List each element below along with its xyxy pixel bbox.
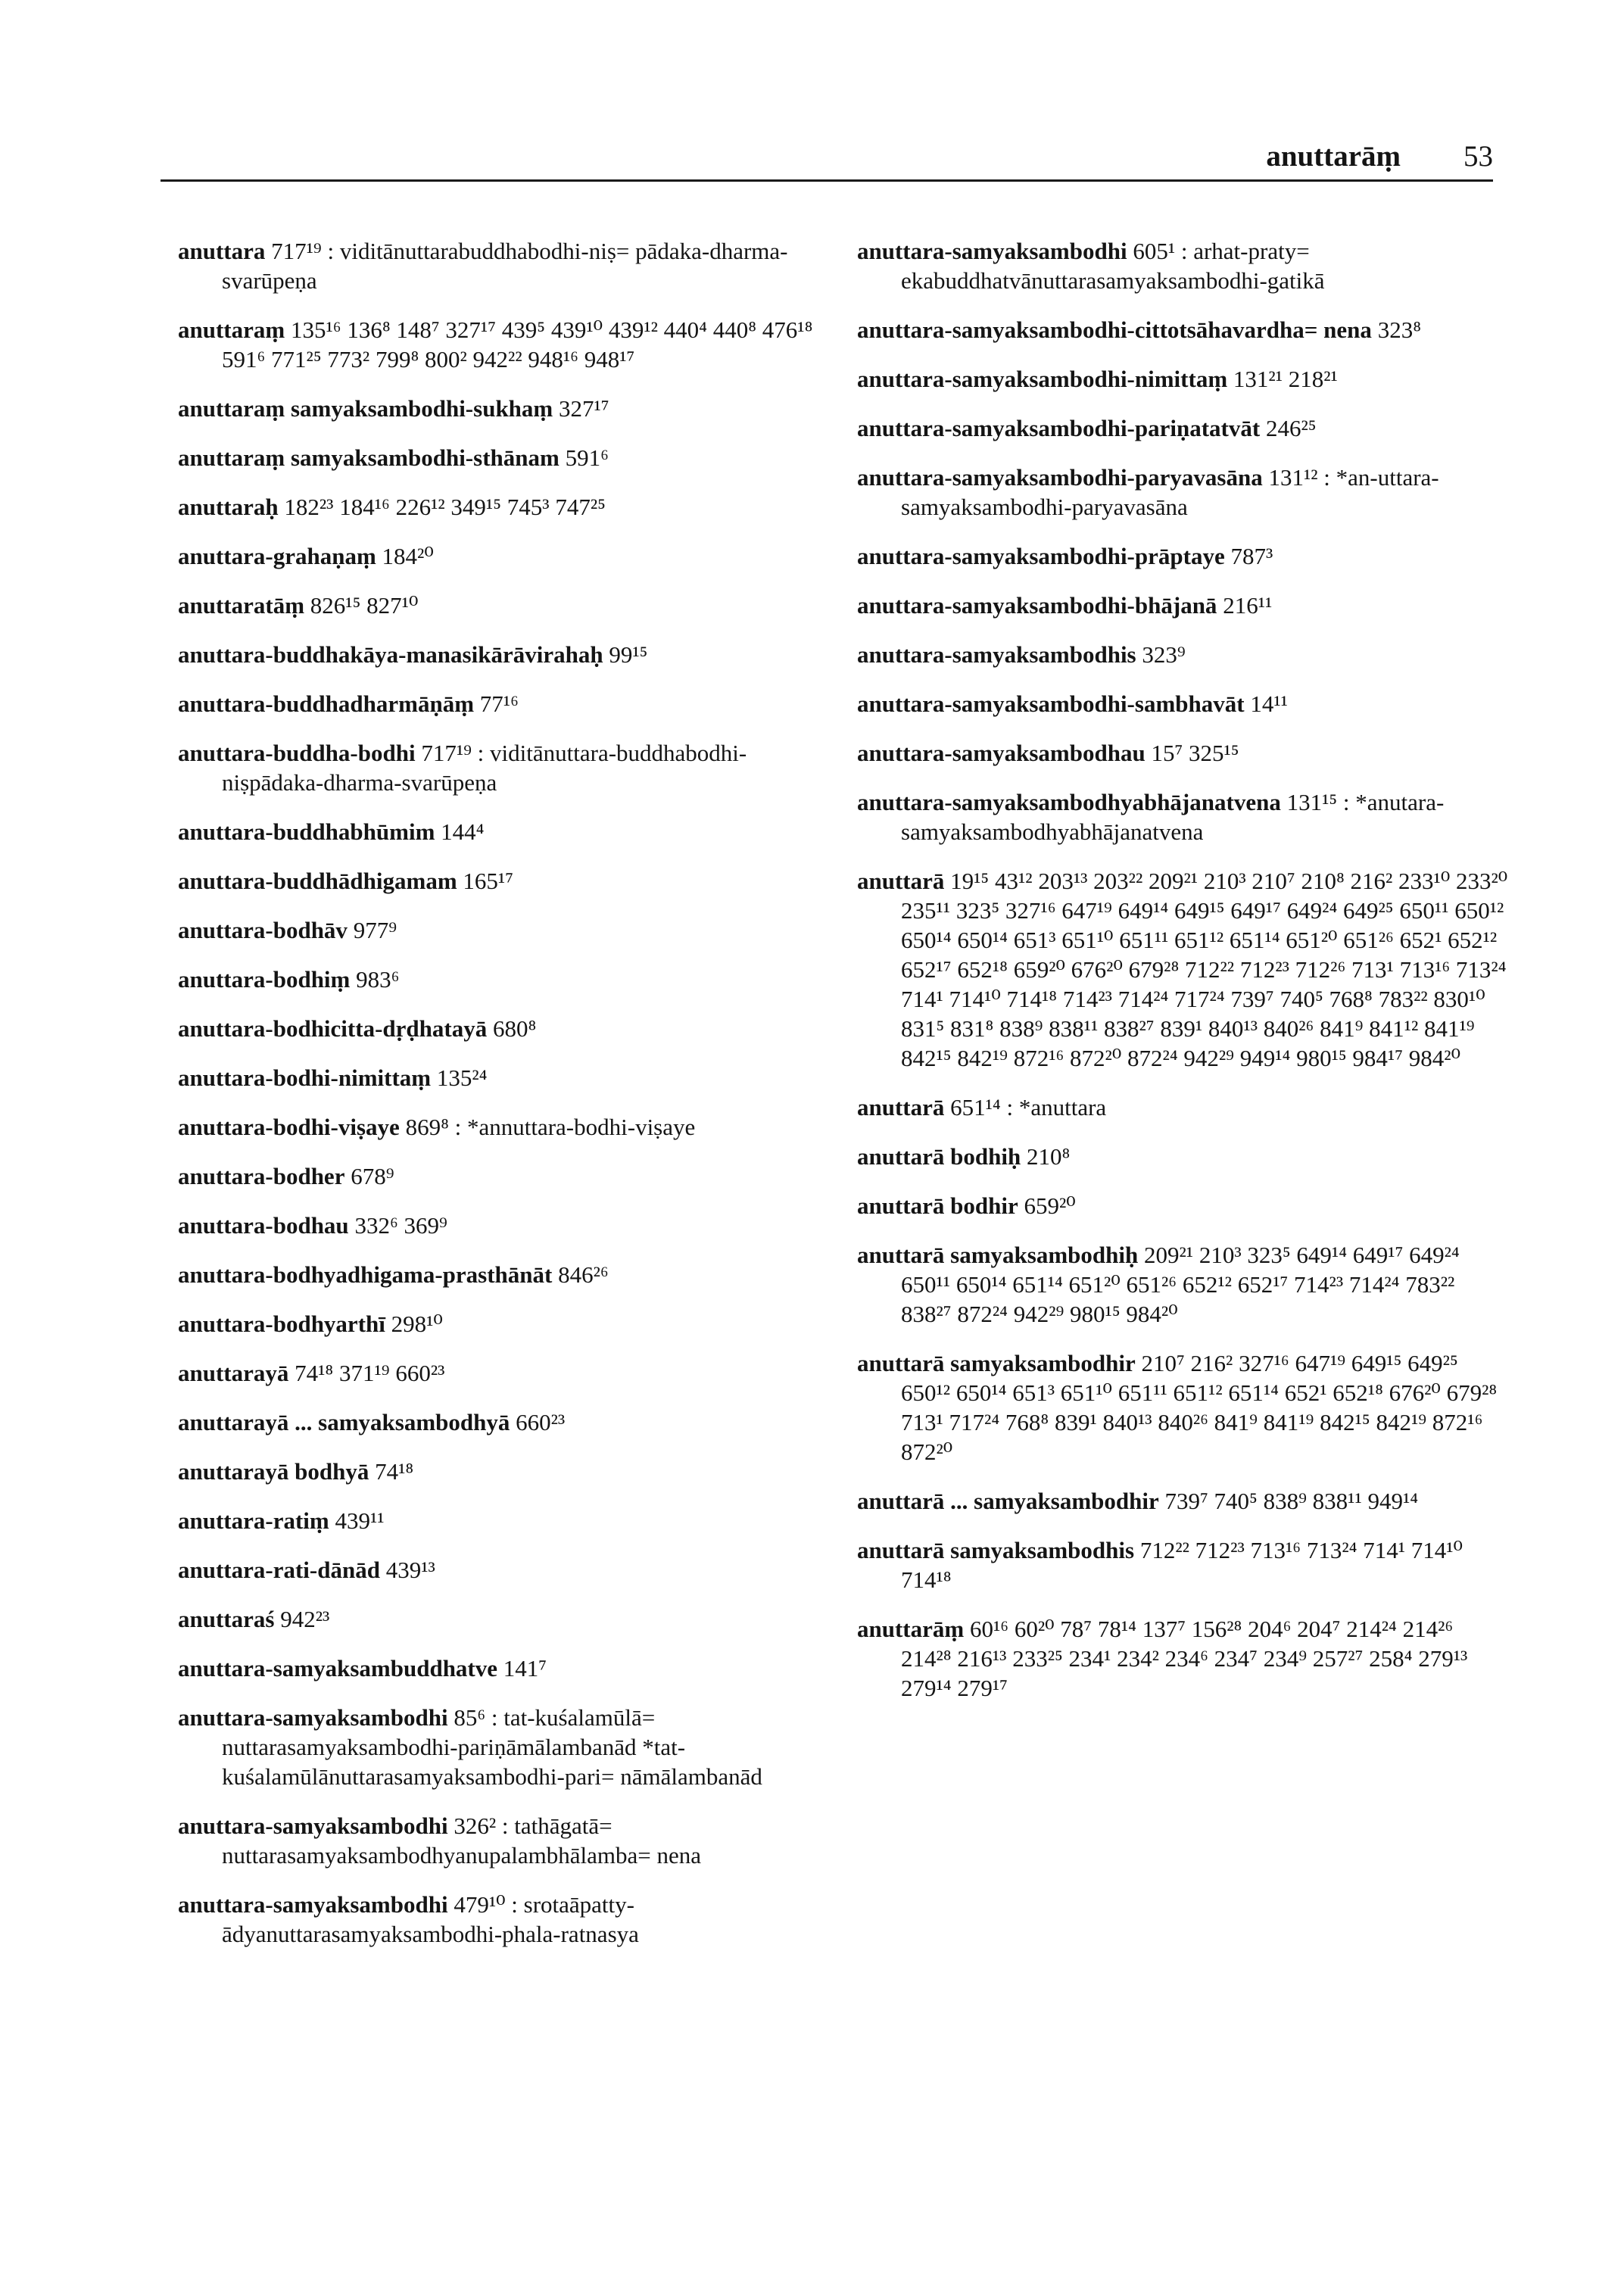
page-number: 53 bbox=[1463, 140, 1493, 173]
entry-references: 131¹² : *an-uttara-samyaksambodhi-paryavasāna bbox=[901, 464, 1439, 520]
entry-references: 19¹⁵ 43¹² 203¹³ 203²² 209²¹ 210³ 210⁷ 210⁸ 216² 233¹⁰ 233²⁰ 235¹¹ 323⁵ 327¹⁶ 647¹⁹ 649¹⁴ 649¹⁵ 649¹⁷ 649²⁴ 649²⁵ 650¹¹ 650¹² 650¹⁴ 650¹⁴ 651³ 651¹⁰ 651¹¹ 651¹² 651¹⁴ 651²⁰ 651²⁶ 652¹ 652¹² 652¹⁷ 652¹⁸ 659²⁰ 676²⁰ 679²⁸ 712²² 712²³ 712²⁶ 713¹ 713¹⁶ 713²⁴ 714¹ 714¹⁰ 714¹⁸ 714²³ 714²⁴ 717²⁴ 739⁷ 740⁵ 768⁸ 783²² 830¹⁰ 831⁵ 831⁸ 838⁹ 838¹¹ 838²⁷ 839¹ 840¹³ 840²⁶ 841⁹ 841¹² 841¹⁹ 842¹⁵ 842¹⁹ 872¹⁶ 872²⁰ 872²⁴ 942²⁹ 949¹⁴ 980¹⁵ 984¹⁷ 984²⁰ bbox=[901, 868, 1508, 1071]
entry-headword: anuttara-bodhicitta-dṛḍhatayā bbox=[178, 1015, 488, 1042]
entry-references: 210⁸ bbox=[1026, 1143, 1071, 1170]
index-entry bbox=[857, 689, 1508, 718]
index-entry bbox=[178, 866, 837, 896]
index-entry bbox=[178, 315, 837, 374]
entry-headword: anuttara-samyaksambodhi-bhājanā bbox=[857, 592, 1217, 619]
entry-references: 216¹¹ bbox=[1223, 592, 1273, 619]
index-entry bbox=[178, 236, 837, 295]
index-entry bbox=[178, 1309, 837, 1339]
index-entry bbox=[857, 541, 1508, 571]
entry-headword: anuttarāṃ bbox=[857, 1616, 965, 1642]
index-entry bbox=[857, 463, 1508, 522]
entry-references: 739⁷ 740⁵ 838⁹ 838¹¹ 949¹⁴ bbox=[1164, 1488, 1419, 1514]
index-entry bbox=[178, 1811, 837, 1870]
entry-references: 246²⁵ bbox=[1265, 415, 1317, 441]
entry-references: 184²⁰ bbox=[382, 543, 434, 569]
index-entry bbox=[178, 541, 837, 571]
left-column bbox=[178, 236, 837, 1968]
index-entry bbox=[178, 1604, 837, 1634]
index-entry bbox=[857, 1191, 1508, 1220]
entry-headword: anuttara-grahaṇaṃ bbox=[178, 543, 376, 569]
entry-headword: anuttara-buddhabhūmim bbox=[178, 818, 435, 845]
index-entry bbox=[178, 689, 837, 718]
index-entry bbox=[857, 1535, 1508, 1594]
entry-references: 85⁶ : tat-kuśalamūlā= nuttarasamyaksambodhi-pariṇāmālambanād *tat-kuśalamūlānuttarasamyaksambodhi-pari= nāmālambanād bbox=[222, 1704, 762, 1790]
index-entry bbox=[857, 413, 1508, 443]
index-entry bbox=[178, 1555, 837, 1585]
entry-references: 77¹⁶ bbox=[479, 690, 519, 717]
index-entry bbox=[857, 1614, 1508, 1703]
index-entry bbox=[178, 1407, 837, 1437]
entry-headword: anuttara-samyaksambodhi-sambhavāt bbox=[857, 690, 1245, 717]
index-entry bbox=[178, 443, 837, 472]
entry-headword: anuttara-bodhi-nimittaṃ bbox=[178, 1064, 432, 1091]
entry-headword: anuttaraṃ samyaksambodhi-sukhaṃ bbox=[178, 395, 553, 422]
index-entry bbox=[857, 1240, 1508, 1329]
page-header bbox=[161, 132, 1493, 182]
entry-headword: anuttara-bodhi-viṣaye bbox=[178, 1114, 400, 1140]
entry-headword: anuttarā bbox=[857, 1094, 945, 1121]
entry-headword: anuttarā samyaksambodhis bbox=[857, 1537, 1135, 1563]
index-entry bbox=[178, 1358, 837, 1388]
entry-references: 479¹⁰ : srotaāpatty-ādyanuttarasamyaksambodhi-phala-ratnasya bbox=[222, 1891, 639, 1947]
entry-headword: anuttara-samyaksambodhyabhājanatvena bbox=[857, 789, 1281, 815]
entry-headword: anuttara-samyaksambodhi-pariṇatatvāt bbox=[857, 415, 1261, 441]
index-entry bbox=[178, 1014, 837, 1043]
entry-references: 131¹⁵ : *anutara-samyaksambodhyabhājanatvena bbox=[901, 789, 1445, 845]
entry-headword: anuttaraḥ bbox=[178, 494, 279, 520]
entry-references: 210⁷ 216² 327¹⁶ 647¹⁹ 649¹⁵ 649²⁵ 650¹² 650¹⁴ 651³ 651¹⁰ 651¹¹ 651¹² 651¹⁴ 652¹ 652¹⁸ 676²⁰ 679²⁸ 713¹ 717²⁴ 768⁸ 839¹ 840¹³ 840²⁶ 841⁹ 841¹⁹ 842¹⁵ 842¹⁹ 872¹⁶ 872²⁰ bbox=[901, 1350, 1498, 1465]
entry-references: 74¹⁸ bbox=[375, 1458, 414, 1485]
entry-headword: anuttara-samyaksambodhi bbox=[857, 238, 1127, 264]
index-entry bbox=[857, 1142, 1508, 1171]
entry-headword: anuttara-samyaksambodhau bbox=[857, 740, 1146, 766]
index-entry bbox=[857, 236, 1508, 295]
entry-headword: anuttarā ... samyaksambodhir bbox=[857, 1488, 1159, 1514]
entry-references: 680⁸ bbox=[492, 1015, 537, 1042]
entry-headword: anuttara bbox=[178, 238, 266, 264]
entry-headword: anuttara-samyaksambodhis bbox=[857, 641, 1136, 668]
entry-headword: anuttarayā ... samyaksambodhyā bbox=[178, 1409, 510, 1435]
index-entry bbox=[857, 738, 1508, 768]
entry-headword: anuttara-samyaksambuddhatve bbox=[178, 1655, 498, 1682]
index-entry bbox=[178, 817, 837, 846]
index-entry bbox=[178, 492, 837, 522]
entry-headword: anuttarā bbox=[857, 868, 945, 894]
entry-references: 591⁶ bbox=[565, 444, 609, 471]
entry-headword: anuttarā bodhir bbox=[857, 1192, 1018, 1219]
entry-references: 99¹⁵ bbox=[609, 641, 648, 668]
entry-references: 141⁷ bbox=[503, 1655, 547, 1682]
index-entry bbox=[178, 1703, 837, 1791]
entry-references: 60¹⁶ 60²⁰ 78⁷ 78¹⁴ 137⁷ 156²⁸ 204⁶ 204⁷ 214²⁴ 214²⁶ 214²⁸ 216¹³ 233²⁵ 234¹ 234² 234⁶ 234⁷ 234⁹ 257²⁷ 258⁴ 279¹³ 279¹⁴ 279¹⁷ bbox=[901, 1616, 1468, 1701]
index-entry bbox=[178, 915, 837, 945]
index-entry bbox=[857, 364, 1508, 394]
entry-headword: anuttara-bodhāv bbox=[178, 917, 348, 943]
index-entry bbox=[857, 1486, 1508, 1516]
entry-references: 651¹⁴ : *anuttara bbox=[950, 1094, 1107, 1121]
entry-headword: anuttaraṃ samyaksambodhi-sthānam bbox=[178, 444, 560, 471]
index-entry bbox=[178, 1260, 837, 1289]
index-entry bbox=[178, 1063, 837, 1092]
entry-references: 846²⁶ bbox=[558, 1261, 609, 1288]
entry-references: 74¹⁸ 371¹⁹ 660²³ bbox=[295, 1360, 445, 1386]
entry-headword: anuttaraś bbox=[178, 1606, 275, 1632]
index-entry bbox=[178, 1890, 837, 1949]
entry-headword: anuttaraṃ bbox=[178, 316, 285, 343]
entry-references: 439¹¹ bbox=[335, 1507, 385, 1534]
entry-references: 942²³ bbox=[280, 1606, 330, 1632]
entry-headword: anuttara-buddhadharmāṇāṃ bbox=[178, 690, 475, 717]
entry-headword: anuttara-buddhādhigamam bbox=[178, 868, 457, 894]
entry-references: 717¹⁹ : viditānuttara-buddhabodhi-niṣpādaka-dharma-svarūpeṇa bbox=[222, 740, 747, 796]
entry-headword: anuttara-ratiṃ bbox=[178, 1507, 329, 1534]
entry-references: 983⁶ bbox=[356, 966, 400, 993]
entry-references: 977⁹ bbox=[353, 917, 397, 943]
entry-headword: anuttara-samyaksambodhi-paryavasāna bbox=[857, 464, 1263, 491]
entry-references: 717¹⁹ : viditānuttarabuddhabodhi-niṣ= pādaka-dharma-svarūpeṇa bbox=[222, 238, 788, 294]
entry-headword: anuttara-samyaksambodhi bbox=[178, 1704, 448, 1731]
index-entry bbox=[857, 866, 1508, 1073]
entry-references: 209²¹ 210³ 323⁵ 649¹⁴ 649¹⁷ 649²⁴ 650¹¹ 650¹⁴ 651¹⁴ 651²⁰ 651²⁶ 652¹² 652¹⁷ 714²³ 714²⁴ 783²² 838²⁷ 872²⁴ 942²⁹ 980¹⁵ 984²⁰ bbox=[901, 1242, 1460, 1327]
index-entry bbox=[178, 1161, 837, 1191]
index-entry bbox=[178, 1211, 837, 1240]
index-entry bbox=[178, 394, 837, 423]
entry-references: 787³ bbox=[1230, 543, 1273, 569]
entry-headword: anuttara-bodher bbox=[178, 1163, 345, 1189]
entry-references: 131²¹ 218²¹ bbox=[1233, 366, 1338, 392]
entry-headword: anuttara-rati-dānād bbox=[178, 1557, 380, 1583]
entry-headword: anuttarayā bodhyā bbox=[178, 1458, 369, 1485]
index-entry bbox=[178, 1457, 837, 1486]
entry-references: 659²⁰ bbox=[1024, 1192, 1076, 1219]
index-entry bbox=[857, 1092, 1508, 1122]
index-entry bbox=[178, 1506, 837, 1535]
entry-headword: anuttara-buddha-bodhi bbox=[178, 740, 416, 766]
running-head-word: anuttarāṃ bbox=[1266, 140, 1401, 173]
entry-references: 144⁴ bbox=[441, 818, 485, 845]
entry-headword: anuttara-bodhyadhigama-prasthānāt bbox=[178, 1261, 553, 1288]
entry-references: 869⁸ : *annuttara-bodhi-viṣaye bbox=[405, 1114, 696, 1140]
entry-headword: anuttarā bodhiḥ bbox=[857, 1143, 1021, 1170]
entry-references: 14¹¹ bbox=[1250, 690, 1288, 717]
entry-headword: anuttarā samyaksambodhiḥ bbox=[857, 1242, 1139, 1268]
entry-headword: anuttara-samyaksambodhi bbox=[178, 1891, 448, 1918]
entry-headword: anuttara-samyaksambodhi-cittotsāhavardha= nena bbox=[857, 316, 1372, 343]
entry-headword: anuttara-samyaksambodhi bbox=[178, 1812, 448, 1839]
index-entry bbox=[857, 787, 1508, 846]
index-entry bbox=[857, 640, 1508, 669]
entry-headword: anuttarayā bbox=[178, 1360, 289, 1386]
index-entry bbox=[178, 591, 837, 620]
entry-references: 332⁶ 369⁹ bbox=[354, 1212, 447, 1239]
entry-references: 298¹⁰ bbox=[391, 1311, 443, 1337]
entry-headword: anuttara-buddhakāya-manasikārāvirahaḥ bbox=[178, 641, 603, 668]
entry-references: 323⁸ bbox=[1377, 316, 1421, 343]
entry-headword: anuttarā samyaksambodhir bbox=[857, 1350, 1136, 1376]
right-column bbox=[857, 236, 1508, 1722]
entry-headword: anuttara-bodhyarthī bbox=[178, 1311, 385, 1337]
index-entry bbox=[857, 591, 1508, 620]
entry-references: 712²² 712²³ 713¹⁶ 713²⁴ 714¹ 714¹⁰ 714¹⁸ bbox=[901, 1537, 1463, 1593]
entry-references: 323⁹ bbox=[1142, 641, 1186, 668]
entry-headword: anuttara-bodhiṃ bbox=[178, 966, 351, 993]
entry-references: 678⁹ bbox=[351, 1163, 394, 1189]
entry-headword: anuttaratāṃ bbox=[178, 592, 305, 619]
entry-references: 135¹⁶ 136⁸ 148⁷ 327¹⁷ 439⁵ 439¹⁰ 439¹² 440⁴ 440⁸ 476¹⁸ 591⁶ 771²⁵ 773² 799⁸ 800² 942²² 948¹⁶ 948¹⁷ bbox=[222, 316, 813, 372]
entry-references: 826¹⁵ 827¹⁰ bbox=[310, 592, 419, 619]
index-entry bbox=[178, 640, 837, 669]
entry-headword: anuttara-samyaksambodhi-prāptaye bbox=[857, 543, 1225, 569]
index-entry bbox=[178, 1112, 837, 1142]
entry-references: 15⁷ 325¹⁵ bbox=[1151, 740, 1239, 766]
index-entry bbox=[178, 738, 837, 797]
index-entry bbox=[857, 315, 1508, 344]
index-entry bbox=[178, 965, 837, 994]
entry-headword: anuttara-samyaksambodhi-nimittaṃ bbox=[857, 366, 1228, 392]
entry-headword: anuttara-bodhau bbox=[178, 1212, 349, 1239]
index-entry bbox=[178, 1653, 837, 1683]
entry-references: 182²³ 184¹⁶ 226¹² 349¹⁵ 745³ 747²⁵ bbox=[284, 494, 606, 520]
entry-references: 660²³ bbox=[516, 1409, 566, 1435]
index-entry bbox=[857, 1348, 1508, 1466]
entry-references: 327¹⁷ bbox=[559, 395, 609, 422]
entry-references: 439¹³ bbox=[385, 1557, 435, 1583]
entry-references: 165¹⁷ bbox=[463, 868, 514, 894]
entry-references: 326² : tathāgatā= nuttarasamyaksambodhyanupalambhālamba= nena bbox=[222, 1812, 701, 1869]
entry-references: 605¹ : arhat-praty= ekabuddhatvānuttarasamyaksambodhi-gatikā bbox=[901, 238, 1325, 294]
entry-references: 135²⁴ bbox=[436, 1064, 488, 1091]
